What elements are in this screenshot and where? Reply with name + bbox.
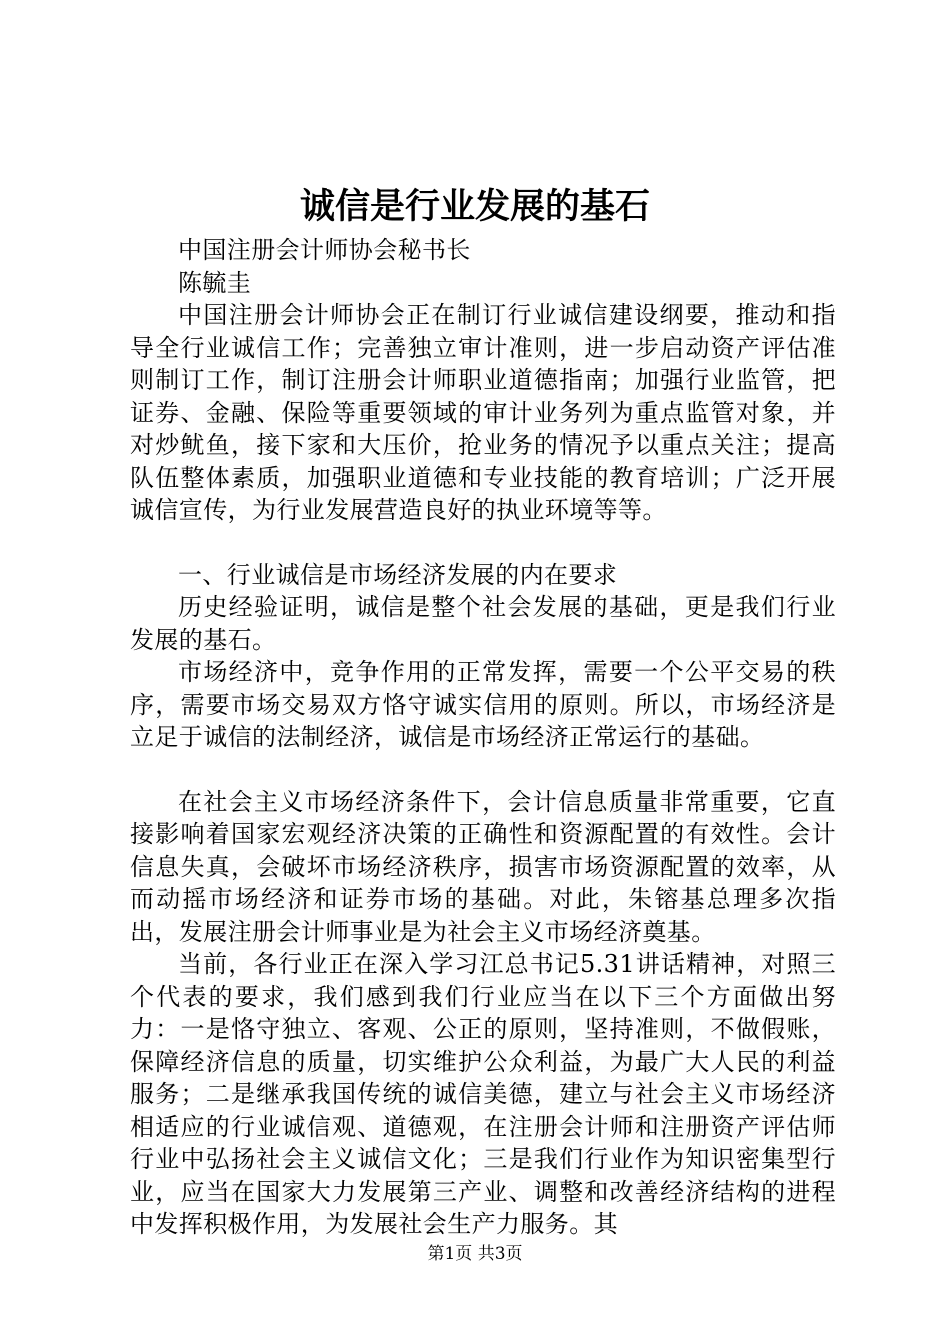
document-title: 诚信是行业发展的基石 <box>299 186 650 227</box>
paragraph-current-efforts: 当前，各行业正在深入学习江总书记5.31讲话精神，对照三个代表的要求，我们感到我们行业应当在以下三个方面做出努力：一是恪守独立、客观、公正的原则，坚持准则，不做假账，保障经济信息的质量，切实维护公众利益，为最广大人民的利益服务；二是继承我国传统的诚信美德，建立与社会主义市场经济相适应的行业诚信观、道德观，在注册会计师和注册资产评估师行业中弘扬社会主义诚信文化；三是我们行业作为知识密集型行业，应当在国家大力发展第三产业、调整和改善经济结构的进程中发挥积极作用，为发展社会生产力服务。其 <box>130 950 836 1238</box>
paragraph-market-economy: 市场经济中，竞争作用的正常发挥，需要一个公平交易的秩序，需要市场交易双方恪守诚实信用的原则。所以，市场经济是立足于诚信的法制经济，诚信是市场经济正常运行的基础。 <box>130 658 836 751</box>
document-body <box>130 234 836 1241</box>
author-organization: 中国注册会计师协会秘书长 <box>178 236 471 264</box>
paragraph-accounting-info: 在社会主义市场经济条件下，会计信息质量非常重要，它直接影响着国家宏观经济决策的正确性和资源配置的有效性。会计信息失真，会破坏市场经济秩序，损害市场资源配置的效率，从而动摇市场经济和证券市场的基础。对此，朱镕基总理多次指出，发展注册会计师事业是为社会主义市场经济奠基。 <box>130 787 836 946</box>
paragraph-history: 历史经验证明，诚信是整个社会发展的基础，更是我们行业发展的基石。 <box>130 593 836 654</box>
paragraph-intro: 中国注册会计师协会正在制订行业诚信建设纲要，推动和指导全行业诚信工作；完善独立审计准则，进一步启动资产评估准则制订工作，制订注册会计师职业道德指南；加强行业监管，把证券、金融、保险等重要领域的审计业务列为重点监管对象，并对炒鱿鱼，接下家和大压价，抢业务的情况予以重点关注；提高队伍整体素质，加强职业道德和专业技能的教育培训；广泛开展诚信宣传，为行业发展营造良好的执业环境等等。 <box>130 301 836 524</box>
author-name: 陈毓圭 <box>178 268 252 297</box>
section-heading: 一、行业诚信是市场经济发展的内在要求 <box>178 560 618 589</box>
page-number: 第1页 共3页 <box>427 1244 523 1264</box>
